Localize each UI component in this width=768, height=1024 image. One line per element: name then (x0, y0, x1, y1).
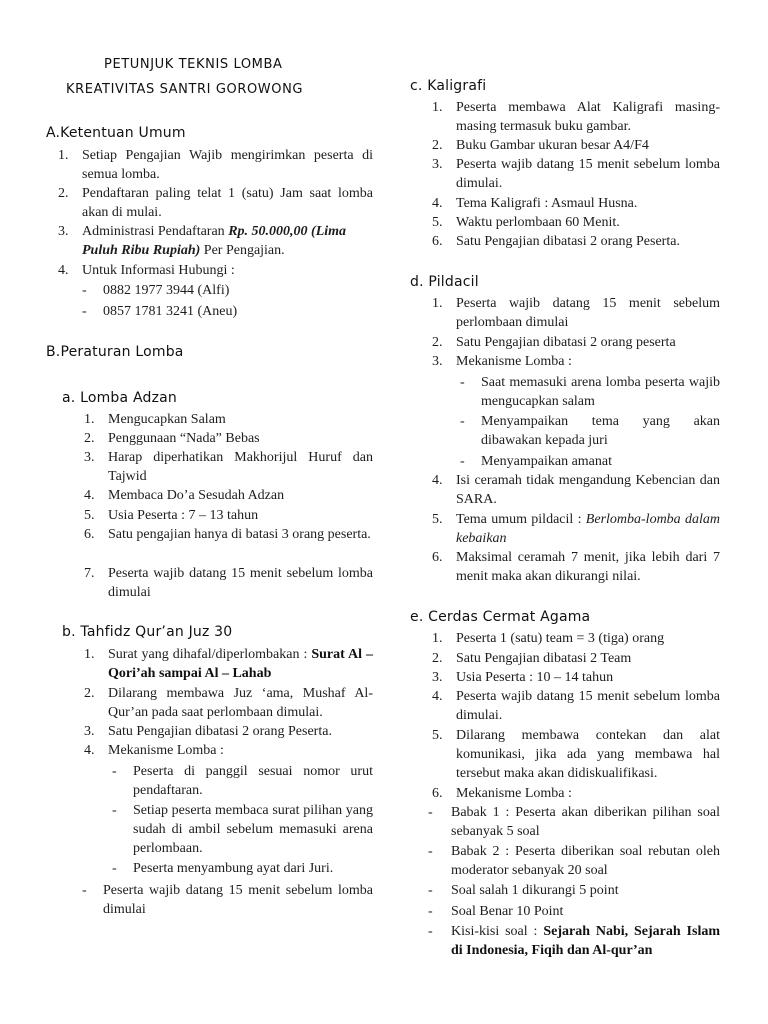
item-number: 5. (432, 512, 443, 527)
item-number: 5. (84, 508, 95, 523)
item-number: 4. (58, 263, 69, 278)
mekanisme-item (460, 452, 720, 471)
item-number: 1. (432, 296, 443, 311)
list-item (432, 352, 720, 371)
contact-text: 0882 1977 3944 (Alfi) (103, 283, 230, 298)
dash-bullet: - (460, 454, 465, 469)
item-text: Peserta wajib datang 15 menit sebelum lomba dimulai (108, 566, 373, 600)
theme-text: Berlomba-lomba dalam kebaikan (456, 512, 720, 546)
item-text: Waktu perlombaan 60 Menit. (456, 215, 620, 230)
item-number: 3. (58, 224, 69, 239)
item-number: 3. (84, 450, 95, 465)
list-item (58, 184, 373, 222)
item-text: Maksimal ceramah 7 menit, jika lebih dari 7 menit maka akan dikurangi nilai. (456, 550, 720, 584)
mekanisme-item (460, 412, 720, 450)
list-item (84, 486, 373, 505)
mekanisme-item (112, 859, 373, 878)
mekanisme-item (428, 803, 720, 841)
list-item (432, 294, 720, 332)
kisi-label: Kisi-kisi soal : (451, 924, 544, 939)
pildacil-heading: d. Pildacil (410, 274, 479, 290)
item-text: Soal Benar 10 Point (451, 904, 564, 919)
mekanisme-item (428, 842, 720, 880)
contact-item (82, 302, 362, 321)
list-item (84, 684, 373, 722)
item-text: Tema Kaligrafi : Asmaul Husna. (456, 196, 638, 211)
list-item (432, 649, 720, 668)
extra-item (82, 881, 373, 919)
list-item (432, 510, 720, 548)
dash-bullet: - (460, 414, 465, 429)
item-text: Saat memasuki arena lomba peserta wajib mengucapkan salam (481, 375, 720, 409)
item-text: Mengucapkan Salam (108, 412, 226, 427)
list-item (432, 668, 720, 687)
item-text: Peserta wajib datang 15 menit sebelum perlombaan dimulai (456, 296, 720, 330)
item-text (108, 645, 373, 683)
item-number: 4. (84, 488, 95, 503)
list-item (432, 213, 720, 232)
dash-bullet: - (428, 904, 433, 919)
item-number: 4. (432, 196, 443, 211)
dash-bullet: - (112, 861, 117, 876)
item-number: 3. (84, 724, 95, 739)
mekanisme-item (460, 373, 720, 411)
item-text: Mekanisme Lomba : (108, 743, 224, 758)
list-item (432, 155, 720, 193)
contact-item (82, 281, 362, 300)
item-text: Babak 1 : Peserta akan diberikan pilihan soal sebanyak 5 soal (451, 805, 720, 839)
item-text-pre: Administrasi Pendaftaran (82, 224, 229, 239)
item-text: Satu Pengajian dibatasi 2 orang peserta (456, 335, 676, 350)
item-number: 5. (432, 215, 443, 230)
item-number: 1. (432, 631, 443, 646)
section-b-heading: B.Peraturan Lomba (46, 344, 184, 360)
list-item (432, 726, 720, 783)
fee-amount: Rp. 50.000,00 (Lima Puluh Ribu Rupiah) (82, 224, 347, 258)
list-item (84, 645, 373, 683)
item-text: Pendaftaran paling telat 1 (satu) Jam saat lomba akan di mulai. (82, 186, 373, 220)
dash-bullet: - (112, 764, 117, 779)
adzan-heading: a. Lomba Adzan (62, 390, 177, 406)
list-item (84, 429, 373, 448)
item-text: Untuk Informasi Hubungi : (82, 263, 235, 278)
list-item (84, 410, 373, 429)
dash-bullet: - (112, 803, 117, 818)
item-text: Peserta di panggil sesuai nomor urut pendaftaran. (133, 764, 373, 798)
surat-range: Surat Al – Qori’ah sampai Al – Lahab (108, 647, 373, 681)
contact-text: 0857 1781 3241 (Aneu) (103, 304, 238, 319)
item-text: Menyampaikan amanat (481, 454, 613, 469)
list-item (84, 448, 373, 486)
mekanisme-item (428, 881, 720, 900)
item-number: 1. (432, 100, 443, 115)
item-number: 7. (84, 566, 95, 581)
item-number: 2. (58, 186, 69, 201)
dash-bullet: - (460, 375, 465, 390)
item-text: Peserta membawa Alat Kaligrafi masing-masing termasuk buku gambar. (456, 100, 720, 134)
item-text: Peserta wajib datang 15 menit sebelum lomba dimulai. (456, 689, 720, 723)
tahfidz-heading: b. Tahfidz Qur’an Juz 30 (62, 624, 233, 640)
item-number: 4. (84, 743, 95, 758)
dash-bullet: - (82, 304, 87, 319)
document-title-line2: KREATIVITAS SANTRI GOROWONG (66, 82, 304, 97)
item-text: Satu Pengajian dibatasi 2 orang Peserta. (108, 724, 332, 739)
item-text: Usia Peserta : 10 – 14 tahun (456, 670, 614, 685)
item-text: Peserta wajib datang 15 menit sebelum lomba dimulai (103, 883, 373, 917)
item-text: Peserta 1 (satu) team = 3 (tiga) orang (456, 631, 665, 646)
kisi-topics: Sejarah Nabi, Sejarah Islam di Indonesia, Fiqih dan Al-qur’an (451, 924, 721, 958)
item-text (451, 922, 720, 960)
item-text: Dilarang membawa Juz ‘ama, Mushaf Al-Qur’an pada saat perlombaan dimulai. (108, 686, 373, 720)
item-text-pre: Surat yang dihafal/diperlombakan : (108, 647, 312, 662)
list-item (58, 146, 373, 184)
item-number: 2. (432, 651, 443, 666)
dash-bullet: - (82, 883, 87, 898)
list-item (84, 564, 373, 602)
item-text: Satu Pengajian dibatasi 2 Team (456, 651, 632, 666)
list-item (84, 506, 373, 525)
list-item (432, 333, 720, 352)
dash-bullet: - (428, 924, 433, 939)
list-item (432, 136, 720, 155)
dash-bullet: - (428, 805, 433, 820)
item-number: 5. (432, 728, 443, 743)
item-number: 6. (432, 550, 443, 565)
item-text-pre: Tema umum pildacil : (456, 512, 586, 527)
item-text: Satu Pengajian dibatasi 2 orang Peserta. (456, 234, 680, 249)
kisi-kisi-item (428, 922, 720, 960)
item-text: Menyampaikan tema yang akan dibawakan kepada juri (481, 414, 720, 448)
item-number: 1. (58, 148, 69, 163)
item-number: 3. (432, 354, 443, 369)
item-text-post: Per Pengajian. (200, 243, 285, 258)
item-number: 1. (84, 412, 95, 427)
list-item (58, 222, 373, 260)
list-item (432, 232, 720, 251)
item-number: 2. (84, 686, 95, 701)
list-item (432, 629, 720, 648)
item-text (82, 222, 373, 260)
item-text: Membaca Do’a Sesudah Adzan (108, 488, 285, 503)
item-number: 1. (84, 647, 95, 662)
item-text: Usia Peserta : 7 – 13 tahun (108, 508, 259, 523)
dash-bullet: - (82, 283, 87, 298)
item-number: 4. (432, 473, 443, 488)
kaligrafi-heading: c. Kaligrafi (410, 78, 487, 94)
dash-bullet: - (428, 883, 433, 898)
mekanisme-item (112, 762, 373, 800)
item-text: Isi ceramah tidak mengandung Kebencian dan SARA. (456, 473, 720, 507)
item-text: Mekanisme Lomba : (456, 786, 572, 801)
cerdas-heading: e. Cerdas Cermat Agama (410, 609, 591, 625)
item-text: Penggunaan “Nada” Bebas (108, 431, 260, 446)
list-item (58, 261, 373, 280)
item-text: Setiap peserta membaca surat pilihan yang sudah di ambil sebelum memasuki arena perlombaan. (133, 803, 373, 856)
list-item (84, 722, 373, 741)
dash-bullet: - (428, 844, 433, 859)
list-item (432, 548, 720, 586)
item-number: 6. (432, 786, 443, 801)
section-a-heading: A.Ketentuan Umum (46, 125, 186, 141)
item-text (456, 510, 720, 548)
item-text: Soal salah 1 dikurangi 5 point (451, 883, 619, 898)
item-text: Setiap Pengajian Wajib mengirimkan peserta di semua lomba. (82, 148, 373, 182)
item-text: Babak 2 : Peserta diberikan soal rebutan oleh moderator sebanyak 20 soal (451, 844, 720, 878)
item-number: 4. (432, 689, 443, 704)
document-title-line1: PETUNJUK TEKNIS LOMBA (104, 57, 283, 72)
item-number: 2. (432, 335, 443, 350)
item-number: 3. (432, 670, 443, 685)
list-item (84, 525, 373, 544)
list-item (432, 194, 720, 213)
item-text: Peserta wajib datang 15 menit sebelum lomba dimulai. (456, 157, 720, 191)
item-text: Buku Gambar ukuran besar A4/F4 (456, 138, 649, 153)
item-number: 6. (432, 234, 443, 249)
list-item (432, 784, 720, 803)
item-number: 3. (432, 157, 443, 172)
list-item (432, 98, 720, 136)
list-item (84, 741, 373, 760)
mekanisme-item (428, 902, 720, 921)
mekanisme-item (112, 801, 373, 858)
list-item (432, 687, 720, 725)
list-item (432, 471, 720, 509)
item-text: Satu pengajian hanya di batasi 3 orang peserta. (108, 527, 371, 542)
item-number: 2. (432, 138, 443, 153)
item-number: 6. (84, 527, 95, 542)
item-text: Peserta menyambung ayat dari Juri. (133, 861, 334, 876)
item-number: 2. (84, 431, 95, 446)
item-text: Mekanisme Lomba : (456, 354, 572, 369)
item-text: Harap diperhatikan Makhorijul Huruf dan Tajwid (108, 450, 373, 484)
item-text: Dilarang membawa contekan dan alat komunikasi, jika ada yang membawa hal tersebut maka akan didiskualifikasi. (456, 728, 720, 781)
